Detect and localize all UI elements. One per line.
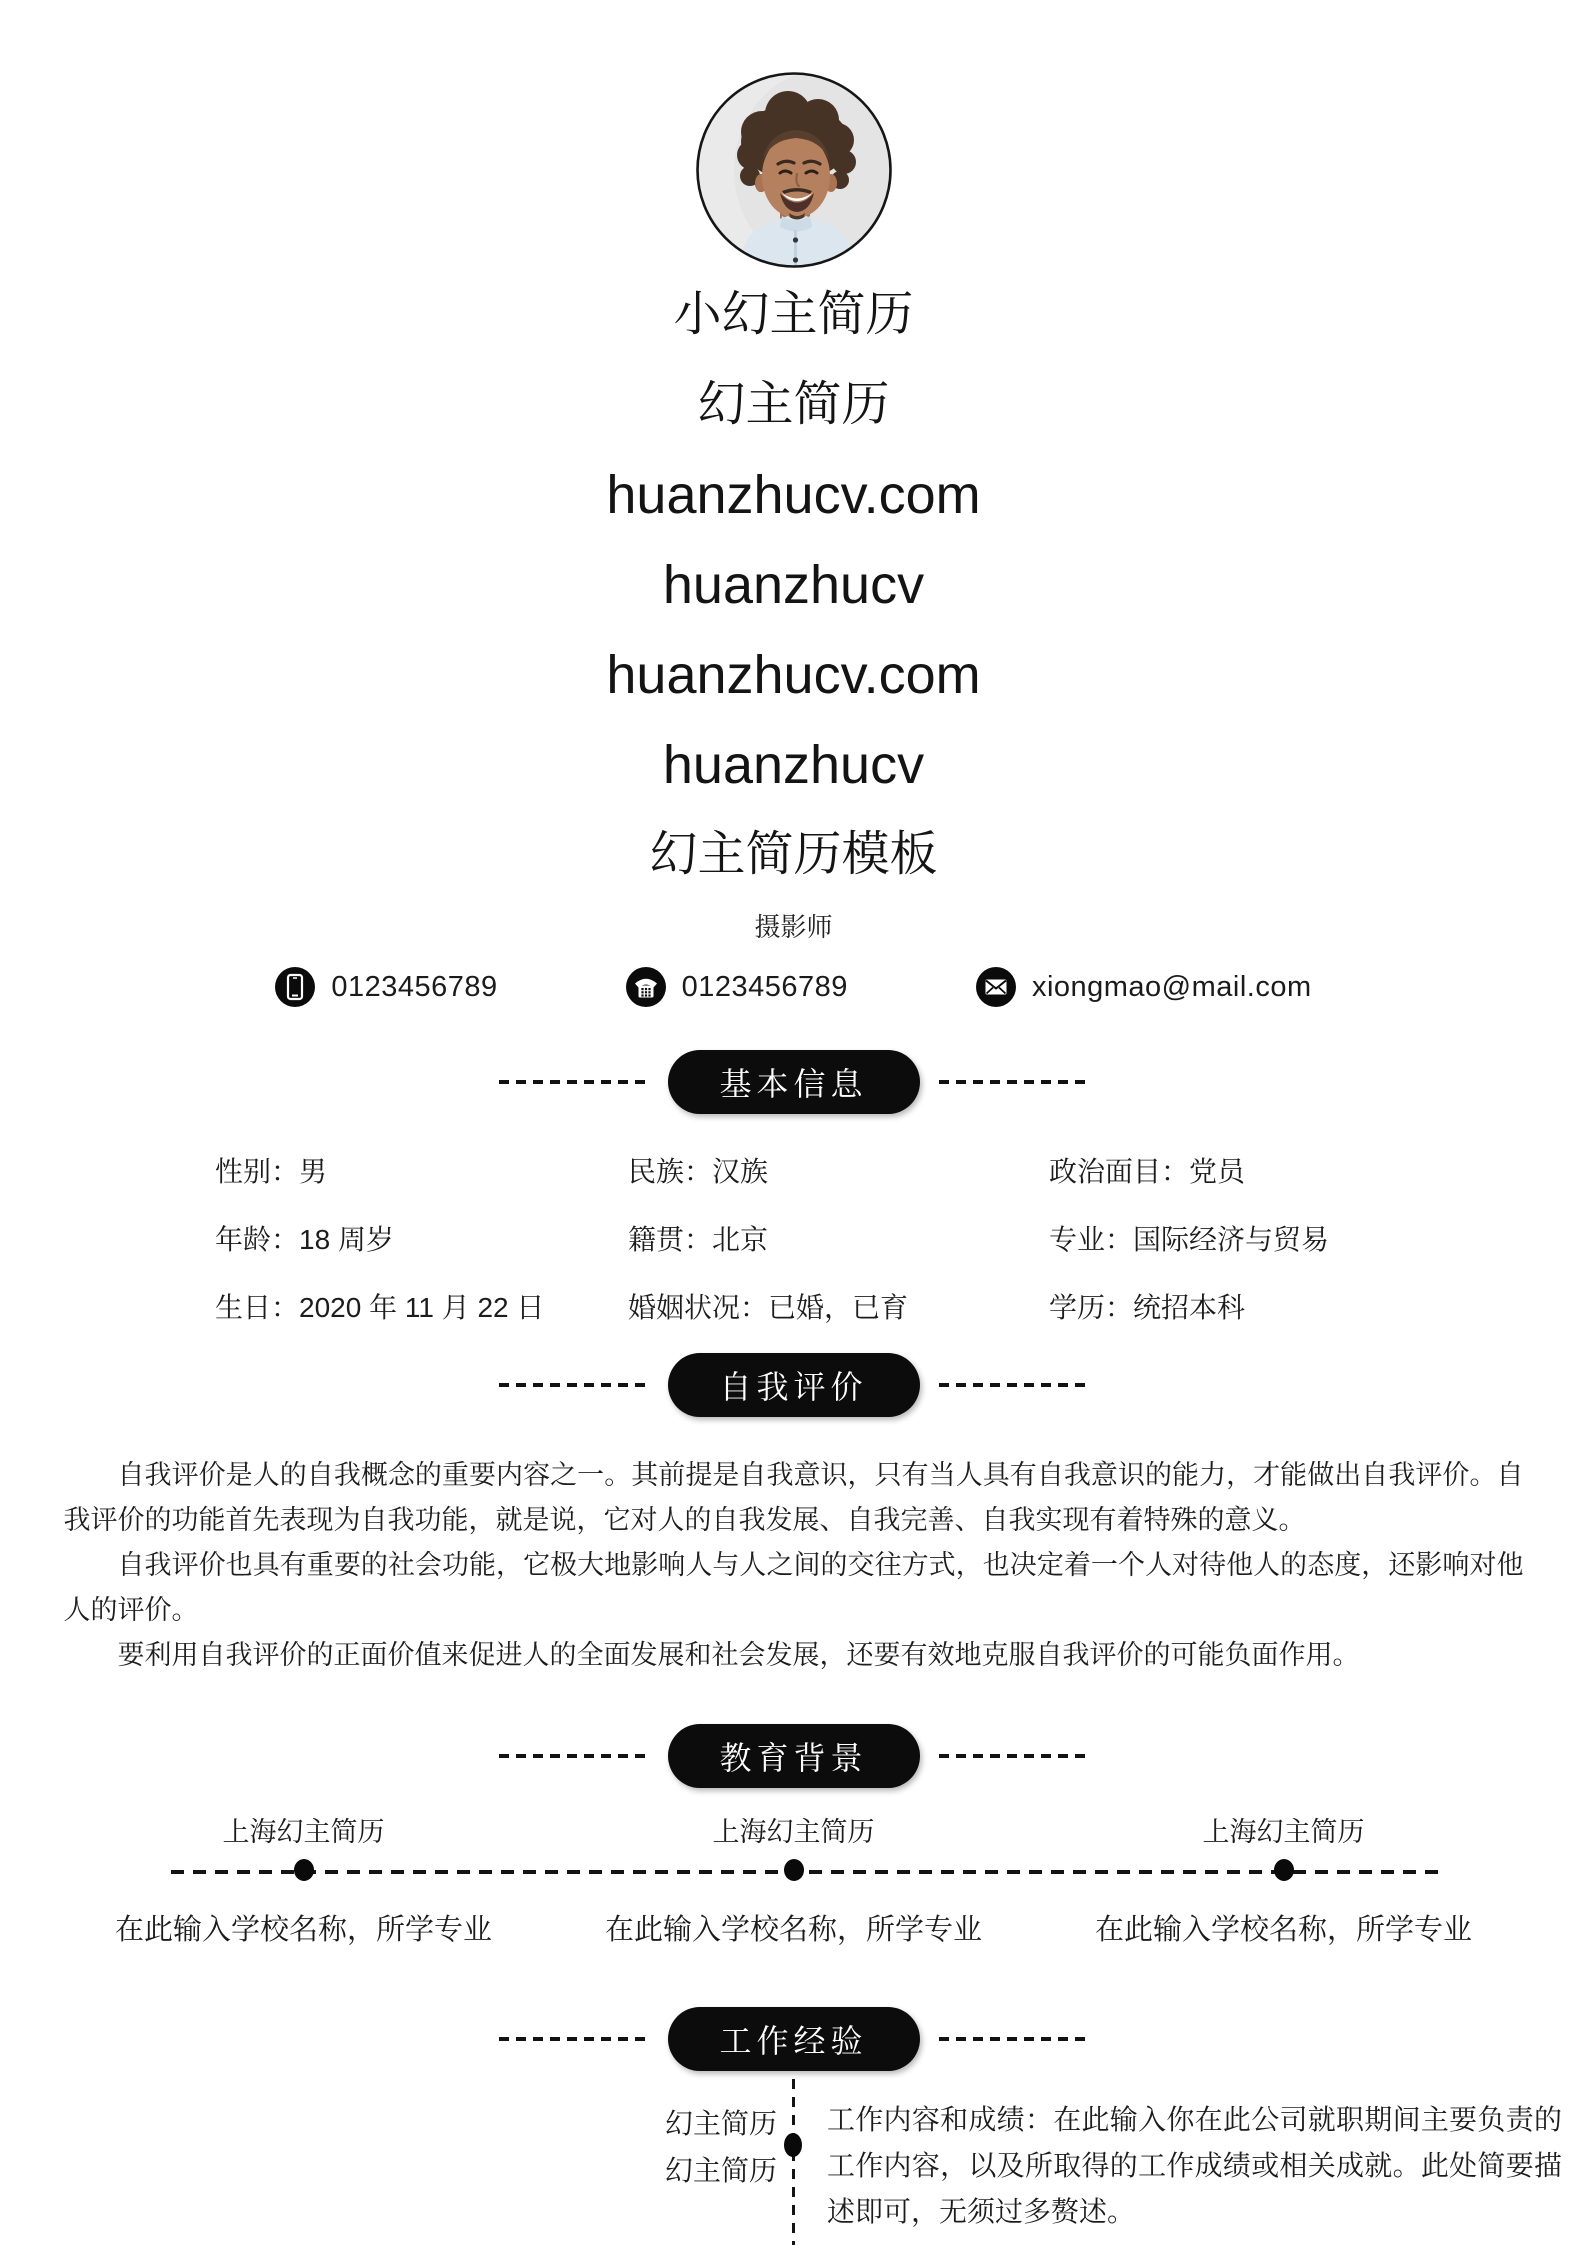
name-line: 幻主简历模板 bbox=[649, 828, 938, 881]
section-header-self-evaluation bbox=[0, 1353, 1587, 1417]
dashed-divider-right bbox=[939, 1754, 1089, 1758]
timeline-vertical-dashed-line bbox=[792, 2079, 795, 2245]
school-name: 上海幻主简历 bbox=[222, 1817, 385, 1847]
self-evaluation-paragraph: 自我评价也具有重要的社会功能，它极大地影响人与人之间的交往方式，也决定着一个人对待他人的态度，还影响对他人的评价。 bbox=[63, 1550, 1524, 1625]
school-description: 在此输入学校名称，所学专业 bbox=[114, 1914, 492, 1946]
info-field-major: 专业：国际经济与贸易 bbox=[1049, 1224, 1330, 1255]
contact-item-telephone bbox=[626, 967, 848, 1007]
contact-row bbox=[0, 966, 1587, 1008]
email-icon bbox=[976, 967, 1016, 1007]
mobile-number: 0123456789 bbox=[331, 970, 498, 1003]
info-field-birthday: 生日：2020 年 11 月 22 日 bbox=[215, 1292, 545, 1323]
info-field-ethnicity: 民族：汉族 bbox=[628, 1156, 769, 1187]
occupation-subtitle: 摄影师 bbox=[754, 912, 833, 942]
company-name: 幻主简历 bbox=[664, 2156, 777, 2187]
school-name: 上海幻主简历 bbox=[1202, 1817, 1365, 1847]
info-field-gender: 性别：男 bbox=[215, 1156, 328, 1187]
email-address: xiongmao@mail.com bbox=[1031, 970, 1312, 1003]
name-line: huanzhucv.com bbox=[606, 465, 981, 525]
section-pill-self-evaluation: 自我评价 bbox=[668, 1353, 920, 1417]
header-names bbox=[0, 270, 1587, 954]
info-field-political-status: 政治面目：党员 bbox=[1049, 1156, 1246, 1187]
info-field-native-place: 籍贯：北京 bbox=[628, 1224, 769, 1255]
dashed-divider-right bbox=[939, 2037, 1089, 2041]
basic-info-grid bbox=[215, 1138, 1495, 1342]
name-line: 幻主简历 bbox=[697, 378, 890, 431]
name-line: huanzhucv bbox=[662, 555, 925, 615]
telephone-number: 0123456789 bbox=[681, 970, 848, 1003]
dashed-divider-right bbox=[939, 1080, 1089, 1084]
timeline-dot bbox=[1274, 1859, 1294, 1881]
contact-item-mobile bbox=[275, 967, 497, 1007]
dashed-divider-left bbox=[499, 1383, 649, 1387]
dashed-divider-right bbox=[939, 1383, 1089, 1387]
self-evaluation-paragraph: 自我评价是人的自我概念的重要内容之一。其前提是自我意识，只有当人具有自我意识的能力，才能做出自我评价。自我评价的功能首先表现为自我功能，就是说，它对人的自我发展、自我完善、自我实现有着特殊的意义。 bbox=[63, 1460, 1524, 1535]
timeline-dot bbox=[784, 1859, 804, 1881]
timeline-dot bbox=[784, 2133, 802, 2157]
man-portrait-illustration bbox=[694, 70, 894, 270]
timeline-dot bbox=[294, 1859, 314, 1881]
school-description: 在此输入学校名称，所学专业 bbox=[604, 1914, 982, 1946]
education-entry bbox=[59, 1816, 549, 1947]
section-header-work-experience bbox=[0, 2007, 1587, 2071]
info-field-marital-status: 婚姻状况：已婚，已育 bbox=[628, 1292, 909, 1323]
section-header-basic-info bbox=[0, 1050, 1587, 1114]
info-field-education-level: 学历：统招本科 bbox=[1049, 1292, 1246, 1323]
school-name: 上海幻主简历 bbox=[712, 1817, 875, 1847]
contact-item-email bbox=[976, 967, 1312, 1007]
section-header-education bbox=[0, 1724, 1587, 1788]
info-field-age: 年龄：18 周岁 bbox=[215, 1224, 394, 1255]
work-description: 工作内容和成绩：在此输入你在此公司就职期间主要负责的工作内容，以及所取得的工作成绩或相关成就。此处简要描述即可，无须过多赘述。 bbox=[827, 2104, 1562, 2227]
dashed-divider-left bbox=[499, 2037, 649, 2041]
telephone-icon bbox=[626, 967, 666, 1007]
self-evaluation-text bbox=[64, 1453, 1524, 1678]
company-name-lines bbox=[665, 2101, 777, 2195]
self-evaluation-paragraph: 要利用自我评价的正面价值来促进人的全面发展和社会发展，还要有效地克服自我评价的可能负面作用。 bbox=[117, 1640, 1360, 1670]
name-line: huanzhucv.com bbox=[606, 645, 981, 705]
school-description: 在此输入学校名称，所学专业 bbox=[1094, 1914, 1472, 1946]
education-timeline bbox=[59, 1816, 1529, 1947]
section-pill-education: 教育背景 bbox=[668, 1724, 920, 1788]
company-name: 幻主简历 bbox=[664, 2109, 777, 2140]
education-entry bbox=[549, 1816, 1039, 1947]
section-pill-basic-info: 基本信息 bbox=[668, 1050, 920, 1114]
profile-photo bbox=[694, 70, 894, 270]
name-line: 小幻主简历 bbox=[673, 288, 914, 341]
work-experience-entry bbox=[0, 2071, 1587, 2245]
mobile-phone-icon bbox=[275, 967, 315, 1007]
education-entry bbox=[1039, 1816, 1529, 1947]
section-pill-work-experience: 工作经验 bbox=[668, 2007, 920, 2071]
dashed-divider-left bbox=[499, 1080, 649, 1084]
name-line: huanzhucv bbox=[662, 735, 925, 795]
dashed-divider-left bbox=[499, 1754, 649, 1758]
